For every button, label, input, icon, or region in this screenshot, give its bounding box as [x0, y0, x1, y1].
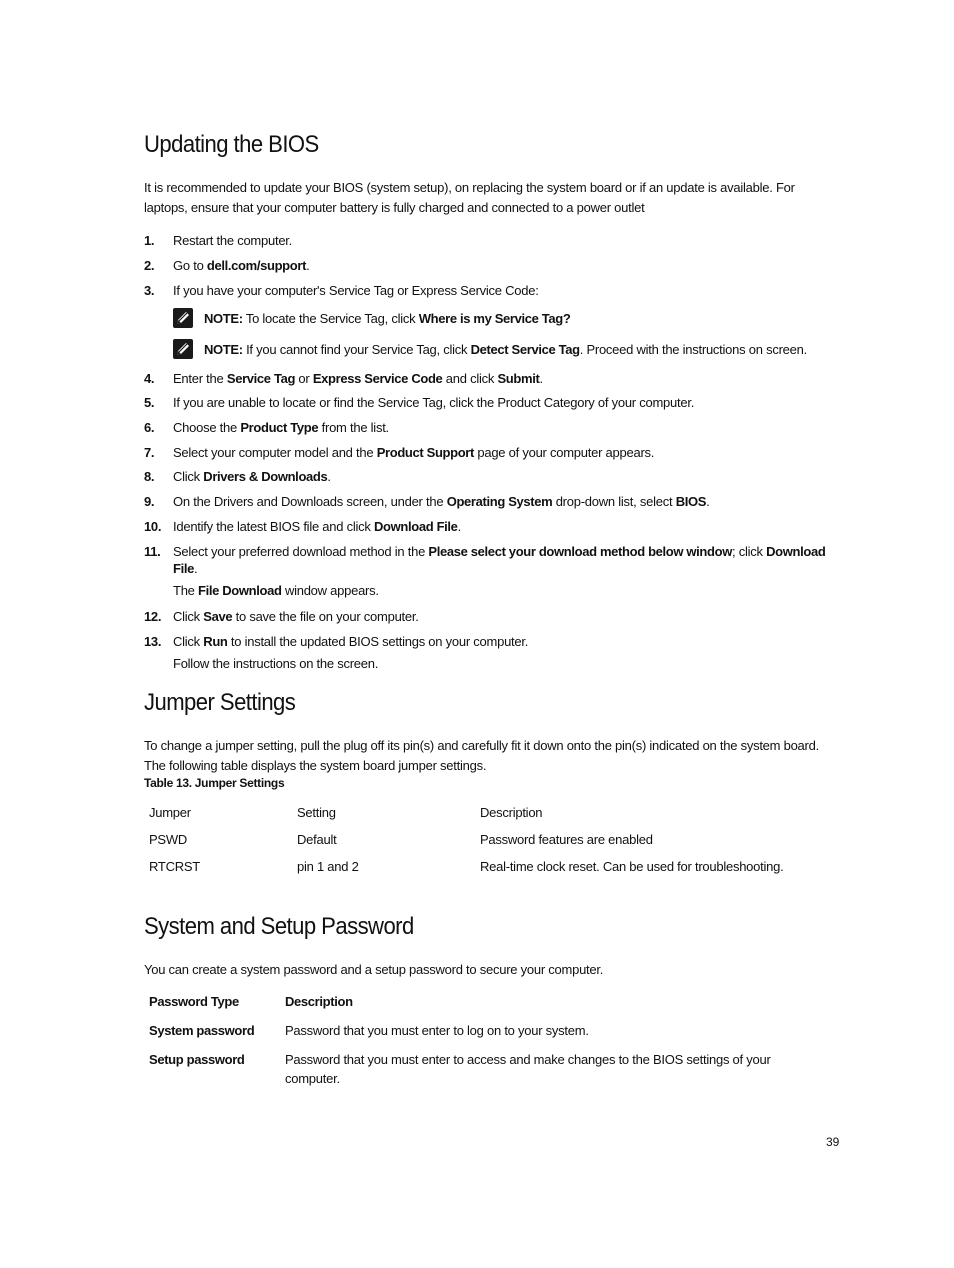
column-header: Password Type [149, 994, 239, 1009]
step-text: If you are unable to locate or find the Service Tag, click the Product Category of your computer. [173, 395, 695, 410]
table-cell: Default [297, 832, 337, 847]
step-text: Click Run to install the updated BIOS settings on your computer. [173, 634, 529, 649]
step-text: On the Drivers and Downloads screen, under the Operating System drop-down list, select BIOS. [173, 494, 710, 509]
where-service-tag-link[interactable]: Where is my Service Tag? [418, 311, 571, 326]
step-number: 11. [144, 544, 161, 559]
heading-system-setup-password: System and Setup Password [144, 913, 414, 940]
table-cell: Password that you must enter to log on to your system. [285, 1023, 589, 1038]
table-cell: Password that you must enter to access and make changes to the BIOS settings of your computer. [285, 1052, 771, 1086]
step-text: If you have your computer's Service Tag or Express Service Code: [173, 283, 539, 298]
step-text: Enter the Service Tag or Express Service Code and click Submit. [173, 371, 543, 386]
step-number: 8. [144, 469, 155, 484]
step-number: 7. [144, 445, 155, 460]
step-text: Restart the computer. [173, 233, 293, 248]
step-number: 10. [144, 519, 162, 534]
step-text: Select your computer model and the Product Support page of your computer appears. [173, 445, 655, 460]
table-cell: pin 1 and 2 [297, 859, 359, 874]
table-cell: Password features are enabled [480, 832, 653, 847]
step-number: 4. [144, 371, 155, 386]
step-number: 1. [144, 233, 155, 248]
table-caption: Table 13. Jumper Settings [144, 776, 285, 790]
heading-updating-bios: Updating the BIOS [144, 131, 319, 158]
jumper-intro: To change a jumper setting, pull the plug off its pin(s) and carefully fit it down onto the pin(s) indicated on the system board. The following table displays the system board jumper settings. [144, 738, 819, 773]
column-header: Description [480, 805, 543, 820]
detect-service-tag-link[interactable]: Detect Service Tag [470, 342, 580, 357]
step-number: 2. [144, 258, 155, 273]
step-number: 5. [144, 395, 155, 410]
step-number: 3. [144, 283, 155, 298]
note-label: NOTE: [204, 311, 243, 326]
column-header: Description [285, 994, 353, 1009]
table-row-label: Setup password [149, 1052, 245, 1067]
column-header: Setting [297, 805, 336, 820]
step-number: 13. [144, 634, 162, 649]
support-link[interactable]: dell.com/support [206, 258, 307, 273]
bios-step-11-result: The File Download window appears. [173, 583, 379, 598]
step-text: Identify the latest BIOS file and click Download File. [173, 519, 461, 534]
bios-intro: It is recommended to update your BIOS (system setup), on replacing the system board or if an update is available. For laptops, ensure that your computer battery is fully charged and connected to a power outlet [144, 180, 795, 215]
step-number: 9. [144, 494, 155, 509]
step-text: Click Save to save the file on your computer. [173, 609, 419, 624]
table-cell: RTCRST [149, 859, 200, 874]
step-text: Choose the Product Type from the list. [173, 420, 389, 435]
table-cell: Real-time clock reset. Can be used for troubleshooting. [480, 859, 784, 874]
note-label: NOTE: [204, 342, 243, 357]
table-cell: PSWD [149, 832, 187, 847]
step-number: 12. [144, 609, 162, 624]
password-intro: You can create a system password and a setup password to secure your computer. [144, 962, 604, 977]
heading-jumper-settings: Jumper Settings [144, 689, 296, 716]
submit-button-ref: Submit [497, 371, 540, 386]
step-text: Click Drivers & Downloads. [173, 469, 331, 484]
step-text: Go to dell.com/support. [173, 258, 310, 273]
pencil-note-icon [173, 339, 193, 359]
page-number: 39 [826, 1135, 840, 1149]
table-row-label: System password [149, 1023, 255, 1038]
pencil-note-icon [173, 308, 193, 328]
step-number: 6. [144, 420, 155, 435]
bios-step-13-followup: Follow the instructions on the screen. [173, 656, 379, 671]
column-header: Jumper [149, 805, 191, 820]
step-text: Select your preferred download method in the Please select your download method below window; click Download File. [173, 544, 826, 576]
